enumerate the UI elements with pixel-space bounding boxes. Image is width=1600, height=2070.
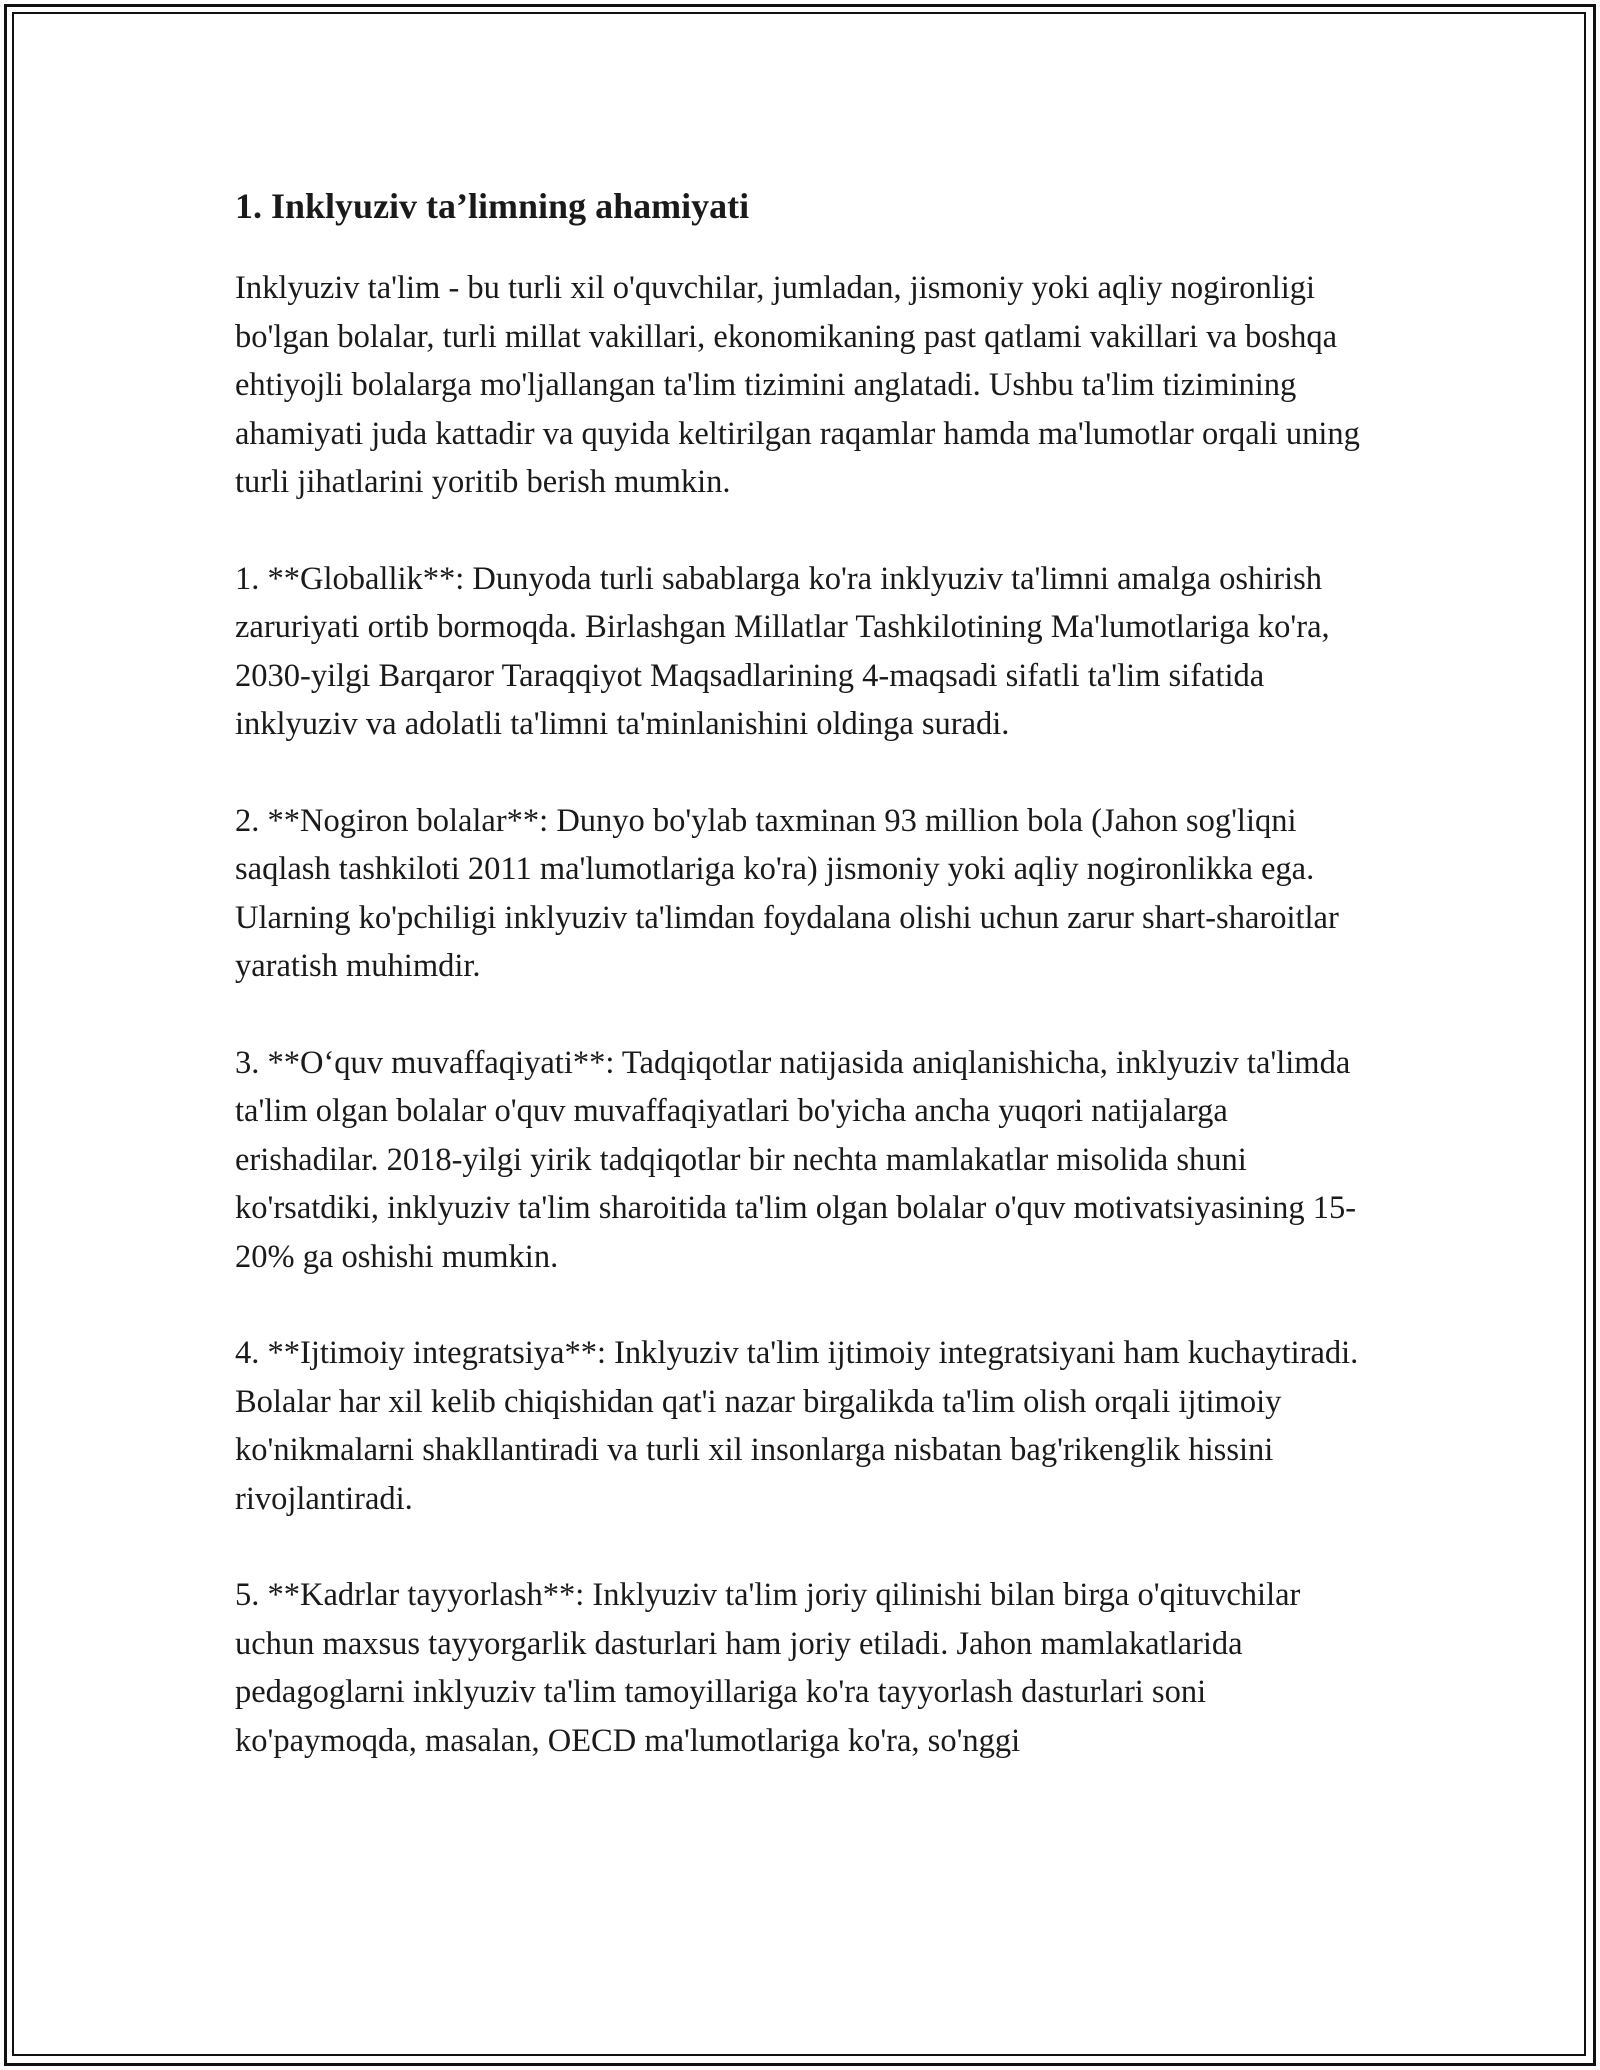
document-body — [235, 185, 1370, 1813]
point-ijtimoiy-integratsiya: 4. **Ijtimoiy integratsiya**: Inklyuziv ta'lim ijtimoiy integratsiyani ham kuchaytiradi. Bolalar har xil kelib chiqishidan qat'i nazar birgalikda ta'lim olish orqali ijtimoiy ko'nikmalarni shakllantiradi va turli xil insonlarga nisbatan bag'rikenglik hissini rivojlantiradi. — [235, 1335, 1359, 1517]
section-heading: 1. Inklyuziv ta’limning ahamiyati — [235, 186, 750, 226]
intro-paragraph: Inklyuziv ta'lim - bu turli xil o'quvchilar, jumladan, jismoniy yoki aqliy nogironligi bo'lgan bolalar, turli millat vakillari, ekonomikaning past qatlami vakillari va boshqa ehtiyojli bolalarga mo'ljallangan ta'lim tizimini anglatadi. Ushbu ta'lim tizimining ahamiyati juda kattadir va quyida keltirilgan raqamlar hamda ma'lumotlar orqali uning turli jihatlarini yoritib berish mumkin. — [235, 270, 1360, 501]
point-globallik: 1. **Globallik**: Dunyoda turli sabablarga ko'ra inklyuziv ta'limni amalga oshirish zaruriyati ortib bormoqda. Birlashgan Millatlar Tashkilotining Ma'lumotlariga ko'ra, 2030-yilgi Barqaror Taraqqiyot Maqsadlarining 4-maqsadi sifatli ta'lim sifatida inklyuziv va adolatli ta'limni ta'minlanishini oldinga suradi. — [235, 560, 1330, 743]
point-kadrlar-tayyorlash: 5. **Kadrlar tayyorlash**: Inklyuziv ta'lim joriy qilinishi bilan birga o'qituvchilar uchun maxsus tayyorgarlik dasturlari ham joriy etiladi. Jahon mamlakatlarida pedagoglarni inklyuziv ta'lim tamoyillariga ko'ra tayyorlash dasturlari soni ko'paymoqda, masalan, OECD ma'lumotlariga ko'ra, so'nggi — [235, 1577, 1301, 1759]
point-oquv-muvaffaqiyati: 3. **O‘quv muvaffaqiyati**: Tadqiqotlar natijasida aniqlanishicha, inklyuziv ta'limda ta'lim olgan bolalar o'quv muvaffaqiyatlari bo'yicha ancha yuqori natijalarga erishadilar. 2018-yilgi yirik tadqiqotlar bir nechta mamlakatlar misolida shuni ko'rsatdiki, inklyuziv ta'lim sharoitida ta'lim olgan bolalar o'quv motivatsiyasining 15-20% ga oshishi mumkin. — [235, 1044, 1357, 1275]
point-nogiron-bolalar: 2. **Nogiron bolalar**: Dunyo bo'ylab taxminan 93 million bola (Jahon sog'liqni saqlash tashkiloti 2011 ma'lumotlariga ko'ra) jismoniy yoki aqliy nogironlikka ega. Ularning ko'pchiligi inklyuziv ta'limdan foydalana olishi uchun zarur shart-sharoitlar yaratish muhimdir. — [235, 802, 1339, 985]
